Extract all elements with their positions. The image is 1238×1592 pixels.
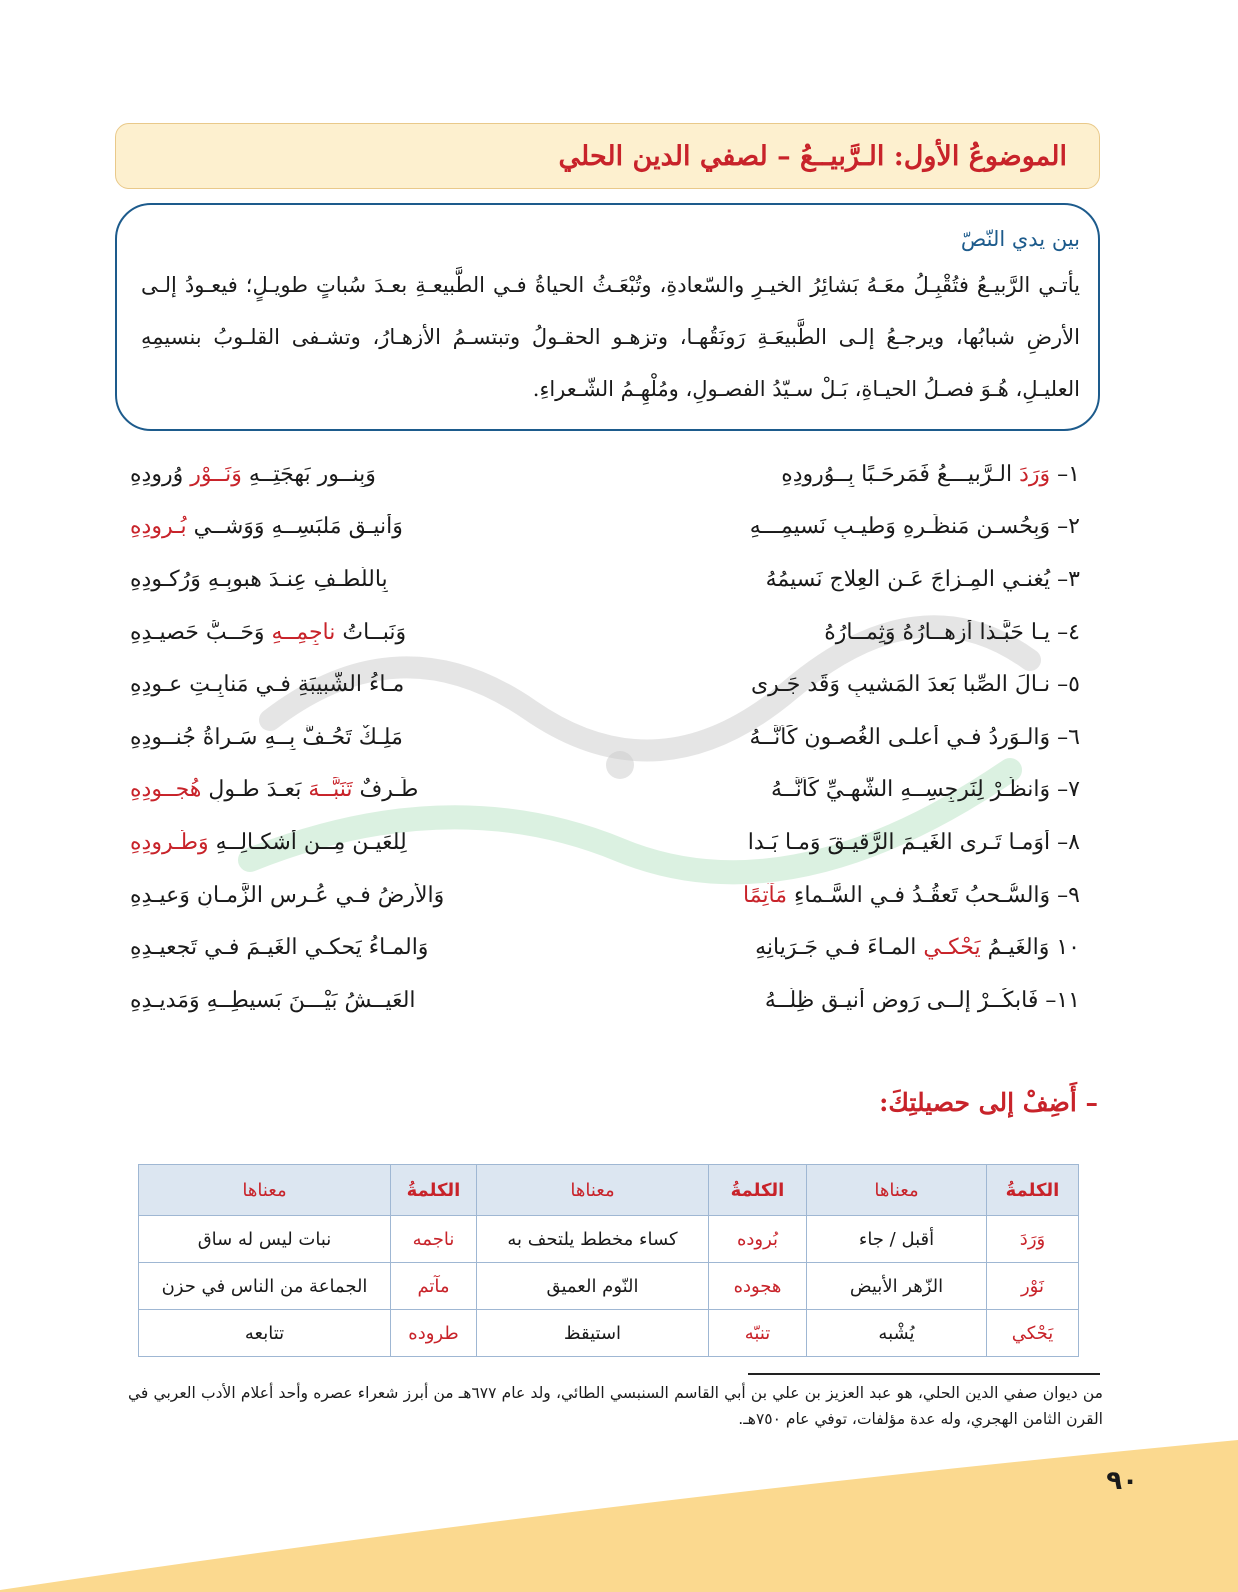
verse-number: ٣– [1050, 566, 1080, 592]
verse-text: وَنَبــاتُ [335, 619, 407, 645]
verse-second-hemistich [130, 988, 570, 1013]
poem [130, 448, 1080, 1027]
verse-first-hemistich [640, 777, 1080, 802]
verse-first-hemistich [640, 988, 1080, 1013]
highlighted-word: هُجــودِهِ [130, 777, 202, 803]
page-number: ٩٠ [1106, 1466, 1138, 1496]
verse-text: وَالسُّـحبُ تَعقُـدُ فـي السَّـماءِ [787, 882, 1051, 908]
highlighted-word: وَرَدَ [1019, 461, 1051, 487]
verse-text: بِاللُّطـفِ عِنـدَ هبوبِـهِ وَرُكـودِهِ [130, 566, 388, 592]
poem-verse [130, 921, 1080, 974]
verse-second-hemistich [130, 883, 570, 908]
lesson-title: الموضوعُ الأول: الـرَّبيــعُ – لصفي الدين الحلي [558, 140, 1067, 172]
verse-number: ٨– [1050, 829, 1080, 855]
verse-number: ١– [1050, 461, 1080, 487]
vocab-meaning: يُشْبه [807, 1310, 987, 1357]
verse-text: وَالـوَردُ فـي أَعلـى الغُصـونِ كَأَنَّــهُ [749, 724, 1051, 750]
verse-second-hemistich [130, 462, 570, 487]
verse-text: وَالمـاءُ يَحكـي الغَيـمَ فـي تَجعيـدِهِ [130, 935, 429, 961]
highlighted-word: تَنَبَّــهَ [308, 777, 353, 803]
verse-text: وَانظُـرْ لِنَرجِسِــهِ الشَّهـيِّ كَأَنَّــهُ [770, 777, 1051, 803]
verse-text: مـاءُ الشَّبيبَةِ فـي مَنابِـتِ عـودِهِ [130, 672, 405, 698]
verse-number: ٦– [1050, 724, 1080, 750]
intro-text: يأتـي الرَّبيـعُ فتُقْبِـلُ معَـهُ بَشائِرُ الخيـرِ والسّعادةِ، وتُبْعَـثُ الحياةُ فـي الطَّبيعـةِ بعـدَ سُباتٍ طويـلٍ؛ فيعـودُ إلـى الأرضِ شبابُها، ويرجـعُ إلـى الطَّبيعَـةِ رَونَقُهـا، وتزهـو الحقـولُ وتبتسـمُ الأزهـارُ، وتشـفى القلـوبُ بنسيمِهِ العليـلِ، هُـوَ فصـلُ الحيـاةِ، بَـلْ سـيّدُ الفصـولِ، ومُلْهِـمُ الشّـعراءِ. [141, 273, 1080, 401]
verse-number: ١٠ [1049, 935, 1080, 961]
verse-first-hemistich [640, 830, 1080, 855]
verse-second-hemistich [130, 725, 570, 750]
verse-text: مَلِـكٌ تَحُـفُّ بِــهِ سَـراةُ جُنــودِهِ [130, 724, 403, 750]
header-word: الكلمةُ [391, 1165, 477, 1216]
highlighted-word: ناجِمِــهِ [271, 619, 336, 645]
verse-first-hemistich [640, 567, 1080, 592]
verse-text: أَوَمـا تَـرى الغَيـمَ الرَّقيـقَ وَمـا بَـدا [747, 829, 1051, 855]
poem-verse [130, 553, 1080, 606]
table-row [139, 1263, 1079, 1310]
verse-second-hemistich [130, 620, 570, 645]
vocab-meaning: تتابعه [139, 1310, 391, 1357]
footer-band [0, 1440, 1238, 1592]
verse-first-hemistich [640, 725, 1080, 750]
highlighted-word: وَنَــوْرِ [190, 461, 242, 487]
verse-second-hemistich [130, 935, 570, 960]
vocab-word: طروده [391, 1310, 477, 1357]
poem-verse [130, 606, 1080, 659]
verse-text: بَعـدَ طـولِ [201, 777, 309, 803]
verse-second-hemistich [130, 672, 570, 697]
header-word: الكلمةُ [987, 1165, 1079, 1216]
vocab-word: تنبّه [709, 1310, 807, 1357]
vocabulary-heading: – أَضِفْ إلى حصيلتِكَ: [879, 1088, 1098, 1117]
verse-number: ١١– [1038, 987, 1080, 1013]
vocab-meaning: الزّهر الأبيض [807, 1263, 987, 1310]
verse-text: المـاءَ فـي جَـرَيانِهِ [755, 935, 924, 961]
verse-number: ٢– [1050, 514, 1080, 540]
verse-text: لِلعَيـنِ مِــن أَشكـالِــهِ [208, 829, 407, 855]
verse-text: وُرودِهِ [130, 461, 191, 487]
verse-text: نـالَ الصِّبا بَعدَ المَشيبِ وَقَد جَـرى [750, 672, 1051, 698]
verse-first-hemistich [640, 514, 1080, 539]
poem-verse [130, 711, 1080, 764]
poem-verse [130, 448, 1080, 501]
highlighted-word: بُـرودِهِ [130, 514, 187, 540]
vocab-meaning: استيقظ [477, 1310, 709, 1357]
verse-number: ٧– [1050, 777, 1080, 803]
vocab-word: وَرَدَ [987, 1216, 1079, 1263]
verse-text: وَالأَرضُ فـي عُـرسِ الزَّمـانِ وَعيـدِهِ [130, 882, 445, 908]
verse-second-hemistich [130, 514, 570, 539]
vocab-word: نَوْر [987, 1263, 1079, 1310]
table-row [139, 1216, 1079, 1263]
poem-verse [130, 501, 1080, 554]
verse-number: ٩– [1050, 882, 1080, 908]
vocab-word: ناجمه [391, 1216, 477, 1263]
verse-second-hemistich [130, 830, 570, 855]
poem-verse [130, 658, 1080, 711]
vocab-meaning: كساء مخطط يلتحف به [477, 1216, 709, 1263]
verse-text: يـا حَبَّـذا أزهــارُهُ وَثِمــارُهُ [824, 619, 1051, 645]
vocab-meaning: أقبل / جاء [807, 1216, 987, 1263]
verse-number: ٤– [1050, 619, 1080, 645]
verse-first-hemistich [640, 935, 1080, 960]
intro-box [115, 203, 1100, 431]
verse-first-hemistich [640, 620, 1080, 645]
verse-text: وَحَــبُّ حَصيـدِهِ [130, 619, 272, 645]
verse-text: فَابكُــرْ إِلــى رَوضٍ أَنيـقٍ ظِلُّــهُ [764, 987, 1039, 1013]
title-banner [115, 123, 1100, 189]
verse-text: يُغنـي المِـزاجَ عَـنِ العِلاجِ نَسيمُهُ [765, 566, 1051, 592]
vocab-word: بُروده [709, 1216, 807, 1263]
highlighted-word: وَطُـرودِهِ [130, 829, 209, 855]
vocab-meaning: الجماعة من الناس في حزن [139, 1263, 391, 1310]
verse-text: الـرَّبيـــعُ فَمَرحَـبًا بِــوُرودِهِ [781, 461, 1020, 487]
verse-second-hemistich [130, 777, 570, 802]
header-meaning: معناها [139, 1165, 391, 1216]
intro-heading: بين يدي النّصّ [960, 227, 1080, 251]
verse-text: طَـرفٌ [352, 777, 419, 803]
verse-text: وَأنيـقِ مَلبَسِــهِ وَوَشــي [186, 514, 403, 540]
poem-verse [130, 816, 1080, 869]
verse-text: وَبِنــورِ بَهجَتِــهِ [241, 461, 376, 487]
vocab-meaning: نبات ليس له ساق [139, 1216, 391, 1263]
footnote: من ديوان صفي الدين الحلي، هو عبد العزيز بن علي بن أبي القاسم السنبسي الطائي، ولد عام ٦٧٧هـ من أبرز شعراء عصره وأحد أعلام الأدب العربي في القرن الثامن الهجري، وله عدة مؤلفات، توفي عام ٧٥٠هـ. [128, 1384, 1103, 1428]
header-meaning: معناها [477, 1165, 709, 1216]
vocab-word: مآتم [391, 1263, 477, 1310]
table-header-row [139, 1165, 1079, 1216]
poem-verse [130, 869, 1080, 922]
vocab-meaning: النّوم العميق [477, 1263, 709, 1310]
poem-verse [130, 974, 1080, 1027]
verse-text: وَالغَيـمُ [980, 935, 1050, 961]
footnote-divider [748, 1373, 1100, 1375]
poem-verse [130, 764, 1080, 817]
header-word: الكلمةُ [709, 1165, 807, 1216]
header-meaning: معناها [807, 1165, 987, 1216]
verse-second-hemistich [130, 567, 570, 592]
verse-first-hemistich [640, 672, 1080, 697]
verse-first-hemistich [640, 462, 1080, 487]
verse-text: العَيــشُ بَيْـــنَ بَسيطِــهِ وَمَديـدِهِ [130, 987, 416, 1013]
vocabulary-table [138, 1164, 1079, 1357]
vocab-word: يَحْكي [987, 1310, 1079, 1357]
vocab-word: هجوده [709, 1263, 807, 1310]
verse-text: وَبِحُسـنِ مَنظَـرِهِ وَطيـبِ نَسيمِـــهِ [749, 514, 1051, 540]
highlighted-word: مَآتِمًا [743, 882, 788, 908]
verse-first-hemistich [640, 883, 1080, 908]
verse-number: ٥– [1050, 672, 1080, 698]
highlighted-word: يَحْكـي [923, 935, 981, 961]
table-row [139, 1310, 1079, 1357]
